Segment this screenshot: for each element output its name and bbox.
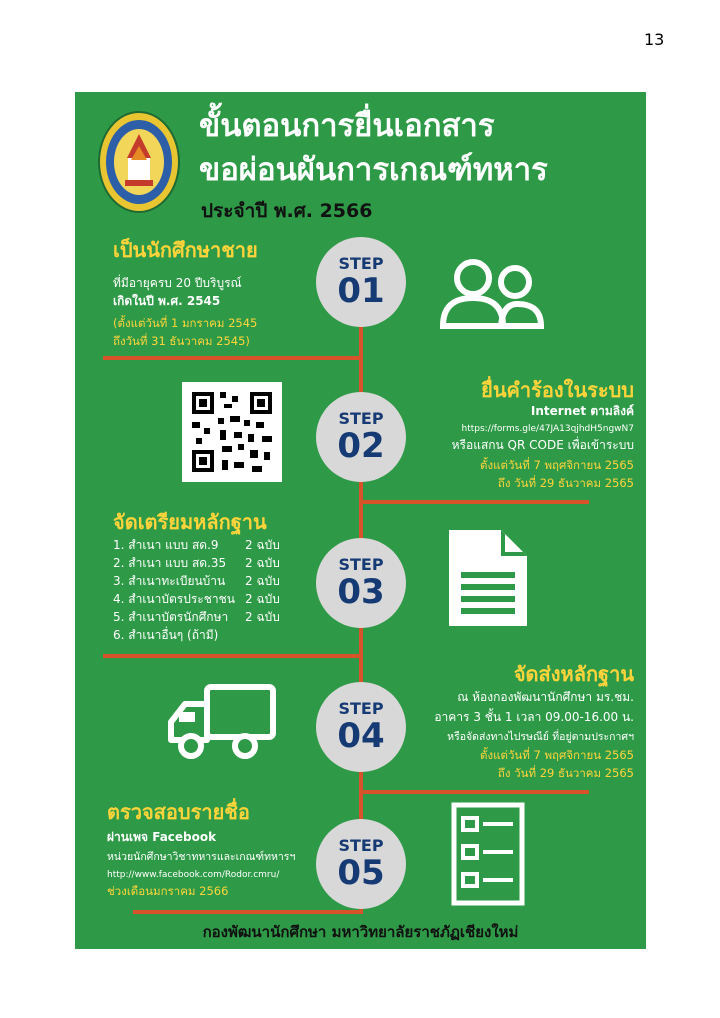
truck-icon bbox=[167, 682, 279, 762]
step1-note2: ถึงวันที่ 31 ธันวาคม 2545) bbox=[113, 334, 250, 348]
infographic-poster bbox=[75, 92, 646, 949]
step1-label: STEP bbox=[338, 254, 384, 273]
step2-link: https://forms.gle/47JA13qjhdH5ngwN7 bbox=[461, 424, 634, 434]
poster-title-line2: ขอผ่อนผันการเกณฑ์ทหาร bbox=[199, 152, 548, 188]
step2-badge bbox=[316, 392, 406, 482]
step2-note1: ตั้งแต่วันที่ 7 พฤศจิกายน 2565 bbox=[479, 458, 634, 472]
step1-line2: เกิดในปี พ.ศ. 2545 bbox=[113, 294, 221, 308]
step2-heading: ยื่นคำร้องในระบบ bbox=[481, 378, 634, 402]
step5-number: 05 bbox=[337, 853, 385, 893]
step2-line1: Internet ตามลิงค์ bbox=[530, 404, 634, 418]
step3-badge bbox=[316, 538, 406, 628]
list-item: 1. สำเนา แบบ สด.9 2 ฉบับ bbox=[113, 538, 280, 552]
page-number: 13 bbox=[644, 30, 665, 49]
step1-note1: (ตั้งแต่วันที่ 1 มกราคม 2545 bbox=[113, 316, 258, 330]
step1-heading: เป็นนักศึกษาชาย bbox=[113, 238, 258, 262]
step4-line1: ณ ห้องกองพัฒนานักศึกษา มร.ชม. bbox=[457, 690, 634, 704]
timeline-branch-3 bbox=[103, 654, 361, 658]
step4-heading: จัดส่งหลักฐาน bbox=[513, 662, 634, 686]
step3-label: STEP bbox=[338, 555, 384, 574]
timeline-branch-2 bbox=[359, 500, 589, 504]
users-icon bbox=[437, 252, 547, 332]
step3-document-list bbox=[113, 536, 280, 644]
list-item: 6. สำเนาอื่นๆ (ถ้ามี) bbox=[113, 628, 219, 642]
step3-heading: จัดเตรียมหลักฐาน bbox=[113, 510, 267, 534]
step4-note1: ตั้งแต่วันที่ 7 พฤศจิกายน 2565 bbox=[479, 748, 634, 762]
checklist-icon bbox=[451, 802, 525, 906]
document-icon bbox=[447, 528, 529, 628]
step4-line2: อาคาร 3 ชั้น 1 เวลา 09.00-16.00 น. bbox=[434, 710, 634, 724]
university-emblem bbox=[97, 110, 181, 214]
poster-subtitle: ประจำปี พ.ศ. 2566 bbox=[201, 200, 373, 222]
timeline-branch-5 bbox=[133, 910, 363, 914]
step2-number: 02 bbox=[337, 426, 385, 466]
step4-number: 04 bbox=[337, 716, 385, 756]
poster-title-line1: ขั้นตอนการยื่นเอกสาร bbox=[199, 108, 495, 144]
step4-line3: หรือจัดส่งทางไปรษณีย์ ที่อยู่ตามประกาศฯ bbox=[447, 731, 634, 743]
list-item: 3. สำเนาทะเบียนบ้าน 2 ฉบับ bbox=[113, 574, 280, 588]
list-item: 4. สำเนาบัตรประชาชน 2 ฉบับ bbox=[113, 592, 280, 606]
step5-line2: หน่วยนักศึกษาวิชาทหารและเกณฑ์ทหารฯ bbox=[107, 851, 296, 863]
step5-link: http://www.facebook.com/Rodor.cmru/ bbox=[107, 870, 280, 880]
step2-label: STEP bbox=[338, 409, 384, 428]
step5-heading: ตรวจสอบรายชื่อ bbox=[107, 800, 250, 824]
step4-label: STEP bbox=[338, 699, 384, 718]
step5-line1: ผ่านเพจ Facebook bbox=[107, 830, 217, 844]
step2-note2: ถึง วันที่ 29 ธันวาคม 2565 bbox=[497, 476, 634, 490]
step5-note1: ช่วงเดือนมกราคม 2566 bbox=[107, 884, 229, 898]
step2-line3: หรือแสกน QR CODE เพื่อเข้าระบบ bbox=[451, 438, 634, 452]
step1-number: 01 bbox=[337, 271, 385, 311]
step4-note2: ถึง วันที่ 29 ธันวาคม 2565 bbox=[497, 766, 634, 780]
step1-line1: ที่มีอายุครบ 20 ปีบริบูรณ์ bbox=[113, 276, 242, 290]
list-item: 5. สำเนาบัตรนักศึกษา 2 ฉบับ bbox=[113, 610, 280, 624]
step3-number: 03 bbox=[337, 572, 385, 612]
timeline-branch-4 bbox=[359, 790, 589, 794]
step1-badge bbox=[316, 237, 406, 327]
poster-footer: กองพัฒนานักศึกษา มหาวิทยาลัยราชภัฏเชียงใหม่ bbox=[202, 923, 519, 941]
list-item: 2. สำเนา แบบ สด.35 2 ฉบับ bbox=[113, 556, 280, 570]
qr-code bbox=[182, 382, 282, 482]
step5-label: STEP bbox=[338, 836, 384, 855]
step4-badge bbox=[316, 682, 406, 772]
step5-badge bbox=[316, 819, 406, 909]
timeline-branch-1 bbox=[103, 356, 361, 360]
